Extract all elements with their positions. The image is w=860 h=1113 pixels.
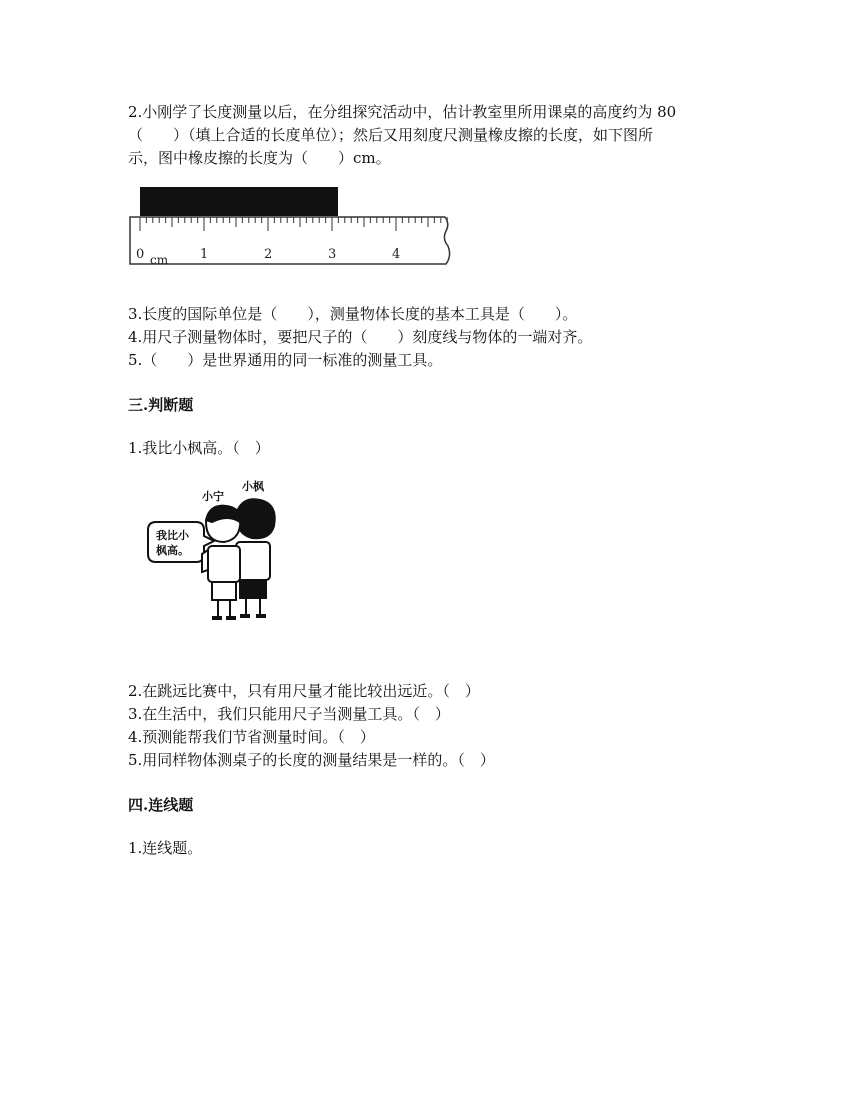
question-4: 4.用尺子测量物体时，要把尺子的（ ）刻度线与物体的一端对齐。	[128, 328, 593, 346]
left-kid-name: 小宁	[202, 490, 224, 503]
ruler-label-0: 0	[136, 247, 145, 262]
question-5: 5.（ ）是世界通用的同一标准的测量工具。	[128, 351, 443, 369]
ruler-label-2: 2	[264, 247, 273, 262]
ruler-label-1: 1	[200, 247, 209, 262]
speech-text-1: 我比小	[156, 529, 189, 542]
judge-question-3: 3.在生活中，我们只能用尺子当测量工具。（ ）	[128, 705, 450, 723]
left-kid	[202, 506, 240, 618]
right-kid	[236, 499, 275, 616]
judge-question-1: 1.我比小枫高。（ ）	[128, 439, 270, 457]
matching-question-1: 1.连线题。	[128, 839, 203, 857]
ruler-body	[130, 217, 450, 264]
question-2-line-2: （ ）（填上合适的长度单位）；然后又用刻度尺测量橡皮擦的长度，如下图所	[128, 126, 654, 144]
judge-question-5: 5.用同样物体测桌子的长度的测量结果是一样的。（ ）	[128, 751, 495, 769]
ruler-unit: cm	[150, 253, 169, 267]
ruler-label-3: 3	[328, 247, 337, 262]
question-3: 3.长度的国际单位是（ ），测量物体长度的基本工具是（ ）。	[128, 305, 578, 323]
kids-illustration	[140, 470, 290, 630]
judge-question-4: 4.预测能帮我们节省测量时间。（ ）	[128, 728, 375, 746]
judge-question-2: 2.在跳远比赛中，只有用尺量才能比较出远近。（ ）	[128, 682, 480, 700]
right-kid-name: 小枫	[242, 480, 264, 493]
section-3-heading: 三.判断题	[128, 396, 194, 414]
speech-text-2: 枫高。	[156, 544, 189, 557]
section-4-heading: 四.连线题	[128, 796, 194, 814]
question-2-line-3: 示，图中橡皮擦的长度为（ ）cm。	[128, 149, 391, 167]
ruler-figure	[128, 184, 462, 270]
ruler-label-4: 4	[392, 247, 401, 262]
question-2-line-1: 2.小刚学了长度测量以后，在分组探究活动中，估计教室里所用课桌的高度约为 80	[128, 103, 677, 121]
eraser	[140, 187, 338, 216]
